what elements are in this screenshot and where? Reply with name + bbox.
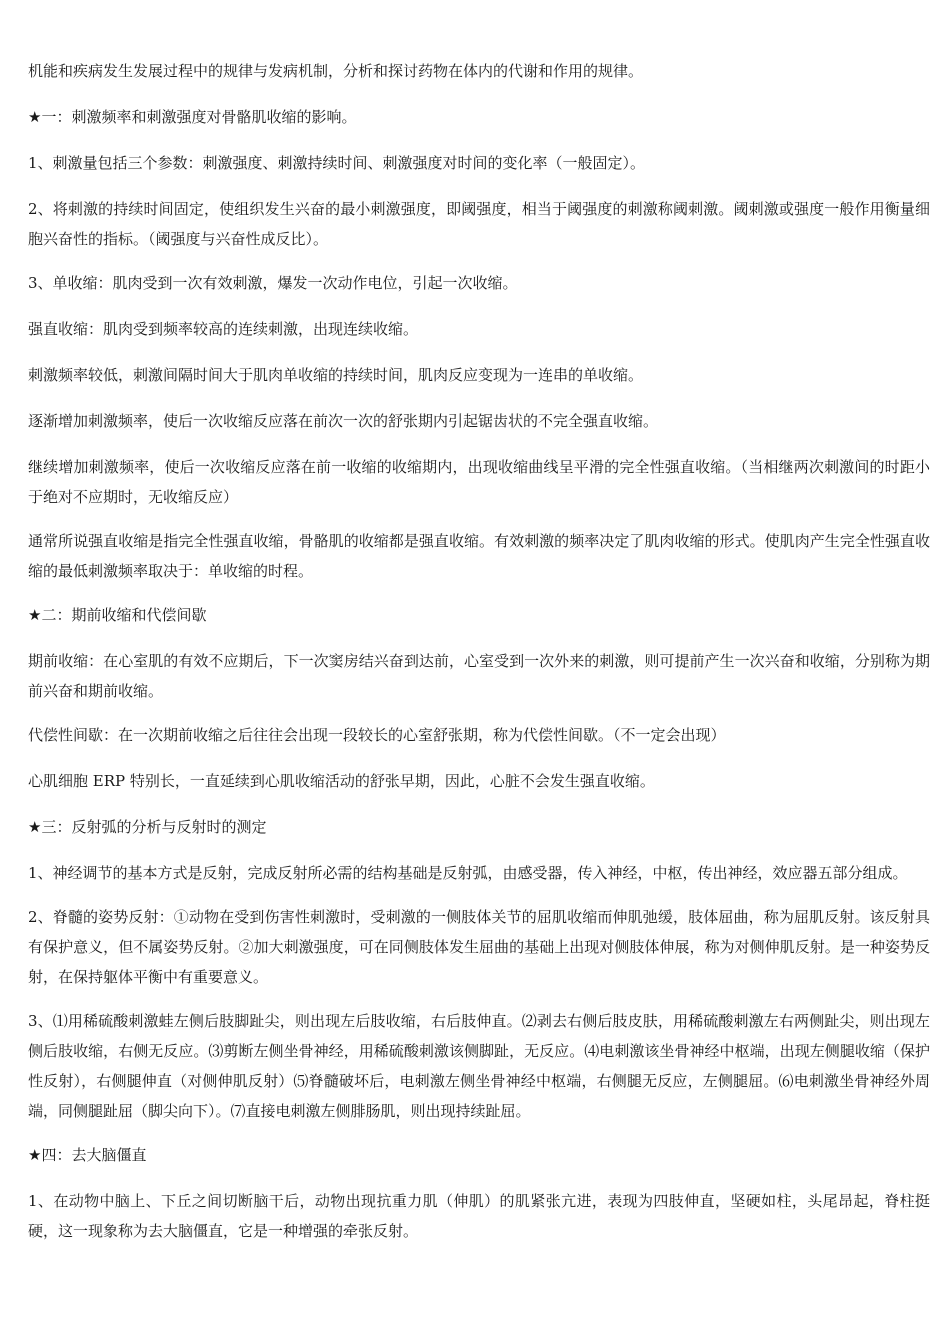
section-heading-text: 三：反射弧的分析与反射时的测定 <box>41 818 267 836</box>
paragraph-tetanus: 强直收缩：肌肉受到频率较高的连续刺激，出现连续收缩。 <box>28 320 419 338</box>
section-heading-1 <box>28 102 930 132</box>
paragraph-single-twitch: 3、单收缩：肌肉受到一次有效刺激，爆发一次动作电位，引起一次收缩。 <box>28 274 518 292</box>
paragraph-spinal-reflex: 2、脊髓的姿势反射：①动物在受到伤害性刺激时，受刺激的一侧肢体关节的屈肌收缩而伸肌弛缓，肢体屈曲，称为屈肌反射。该反射具有保护意义，但不属姿势反射。②加大刺激强度，可在同侧肢体发生屈曲的基础上出现对侧肢体伸展，称为对侧伸肌反射。是一种姿势反射，在保持躯体平衡中有重要意义。 <box>28 908 930 986</box>
paragraph-compensatory-pause: 代偿性间歇：在一次期前收缩之后往往会出现一段较长的心室舒张期，称为代偿性间歇。（不一定会出现） <box>28 726 726 744</box>
paragraph-intro: 机能和疾病发生发展过程中的规律与发病机制，分析和探讨药物在体内的代谢和作用的规律。 <box>28 62 644 80</box>
section-heading-text: 四：去大脑僵直 <box>41 1146 147 1164</box>
paragraph-frog-experiment: 3、⑴用稀硫酸刺激蛙左侧后肢脚趾尖，则出现左后肢收缩，右后肢伸直。⑵剥去右侧后肢皮肤，用稀硫酸刺激左右两侧趾尖，则出现左侧后肢收缩，右侧无反应。⑶剪断左侧坐骨神经，用稀硫酸刺激该侧脚趾，无反应。⑷电刺激该坐骨神经中枢端，出现左侧腿收缩（保护性反射），右侧腿伸直（对侧伸肌反射）⑸脊髓破坏后，电刺激左侧坐骨神经中枢端，右侧腿无反应，左侧腿屈。⑹电刺激坐骨神经外周端，同侧腿趾屈（脚尖向下）。⑺直接电刺激左侧腓肠肌，则出现持续趾屈。 <box>28 1012 930 1120</box>
paragraph-tetanus-summary: 通常所说强直收缩是指完全性强直收缩，骨骼肌的收缩都是强直收缩。有效刺激的频率决定了肌肉收缩的形式。使肌肉产生完全性强直收缩的最低刺激频率取决于：单收缩的时程。 <box>28 532 930 580</box>
paragraph-premature-contraction: 期前收缩：在心室肌的有效不应期后，下一次窦房结兴奋到达前，心室受到一次外来的刺激，则可提前产生一次兴奋和收缩，分别称为期前兴奋和期前收缩。 <box>28 652 930 700</box>
paragraph-complete-tetanus: 继续增加刺激频率，使后一次收缩反应落在前一收缩的收缩期内，出现收缩曲线呈平滑的完全性强直收缩。（当相继两次刺激间的时距小于绝对不应期时，无收缩反应） <box>28 458 930 506</box>
paragraph-incomplete-tetanus: 逐渐增加刺激频率，使后一次收缩反应落在前次一次的舒张期内引起锯齿状的不完全强直收缩。 <box>28 412 659 430</box>
paragraph-threshold: 2、将刺激的持续时间固定，使组织发生兴奋的最小刺激强度，即阈强度，相当于阈强度的刺激称阈刺激。阈刺激或强度一般作用衡量细胞兴奋性的指标。（阈强度与兴奋性成反比）。 <box>28 200 930 248</box>
section-heading-text: 一：刺激频率和刺激强度对骨骼肌收缩的影响。 <box>41 108 357 126</box>
section-heading-4 <box>28 1140 930 1170</box>
paragraph-stimulus-parameters: 1、刺激量包括三个参数：刺激强度、刺激持续时间、刺激强度对时间的变化率（一般固定）。 <box>28 154 646 172</box>
paragraph-erp: 心肌细胞 ERP 特别长，一直延续到心肌收缩活动的舒张早期，因此，心脏不会发生强直收缩。 <box>28 772 655 790</box>
document-page <box>28 56 930 1260</box>
paragraph-decerebrate-rigidity: 1、在动物中脑上、下丘之间切断脑干后，动物出现抗重力肌（伸肌）的肌紧张亢进，表现为四肢伸直，坚硬如柱，头尾昂起，脊柱挺硬，这一现象称为去大脑僵直，它是一种增强的牵张反射。 <box>28 1192 930 1240</box>
star-icon: ★ <box>28 818 42 836</box>
section-heading-3 <box>28 812 930 842</box>
star-icon: ★ <box>28 1146 42 1164</box>
star-icon: ★ <box>28 606 42 624</box>
section-heading-2 <box>28 600 930 630</box>
paragraph-low-frequency: 刺激频率较低，刺激间隔时间大于肌肉单收缩的持续时间，肌肉反应变现为一连串的单收缩。 <box>28 366 644 384</box>
star-icon: ★ <box>28 108 42 126</box>
paragraph-reflex-arc: 1、神经调节的基本方式是反射，完成反射所必需的结构基础是反射弧，由感受器，传入神经，中枢，传出神经，效应器五部分组成。 <box>28 864 908 882</box>
section-heading-text: 二：期前收缩和代偿间歇 <box>41 606 207 624</box>
